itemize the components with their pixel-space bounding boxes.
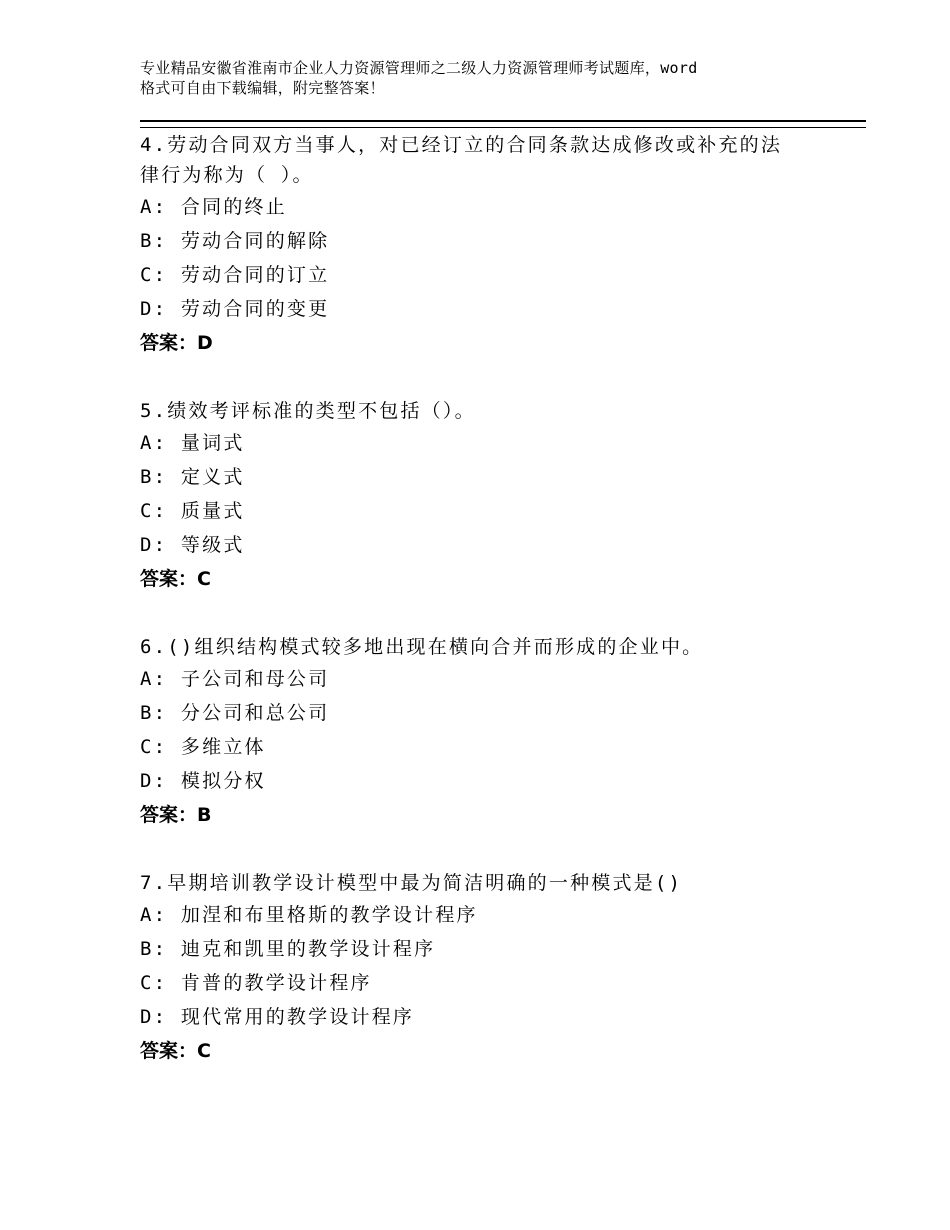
option-a: A: 量词式 — [140, 432, 245, 454]
answer: 答案：C — [140, 1040, 211, 1062]
answer: 答案：D — [140, 332, 213, 354]
header-divider — [140, 120, 866, 128]
option-d: D: 等级式 — [140, 534, 245, 556]
option-c: C: 多维立体 — [140, 736, 266, 758]
question-stem — [140, 128, 840, 190]
option-a: A: 子公司和母公司 — [140, 668, 330, 690]
option-d: D: 现代常用的教学设计程序 — [140, 1006, 415, 1028]
option-d: D: 模拟分权 — [140, 770, 266, 792]
question-stem-line: 6.()组织结构模式较多地出现在横向合并而形成的企业中。 — [140, 636, 704, 658]
question-4 — [140, 128, 840, 360]
question-7 — [140, 866, 840, 1068]
option-b: B: 迪克和凯里的教学设计程序 — [140, 938, 436, 960]
question-stem-line: 7.早期培训教学设计模型中最为简洁明确的一种模式是() — [140, 872, 683, 894]
option-c: C: 质量式 — [140, 500, 245, 522]
option-a: A: 合同的终止 — [140, 196, 287, 218]
header-line-1: 专业精品安徽省淮南市企业人力资源管理师之二级人力资源管理师考试题库，word — [140, 59, 698, 77]
document-header — [140, 58, 830, 98]
option-c: C: 劳动合同的订立 — [140, 264, 330, 286]
header-line-2: 格式可自由下载编辑，附完整答案！ — [140, 79, 385, 97]
question-5 — [140, 394, 840, 596]
question-list — [140, 128, 840, 1102]
question-stem — [140, 630, 840, 662]
option-c: C: 肯普的教学设计程序 — [140, 972, 372, 994]
option-b: B: 劳动合同的解除 — [140, 230, 330, 252]
option-a: A: 加涅和布里格斯的教学设计程序 — [140, 904, 478, 926]
question-stem — [140, 394, 840, 426]
answer: 答案：C — [140, 568, 211, 590]
option-b: B: 定义式 — [140, 466, 245, 488]
question-6 — [140, 630, 840, 832]
answer: 答案：B — [140, 804, 212, 826]
option-d: D: 劳动合同的变更 — [140, 298, 330, 320]
question-stem-line: 5.绩效考评标准的类型不包括（）。 — [140, 400, 476, 422]
question-stem-line: 律行为称为（ ）。 — [140, 164, 314, 186]
option-b: B: 分公司和总公司 — [140, 702, 330, 724]
question-stem — [140, 866, 840, 898]
question-stem-line: 4.劳动合同双方当事人，对已经订立的合同条款达成修改或补充的法 — [140, 134, 783, 156]
